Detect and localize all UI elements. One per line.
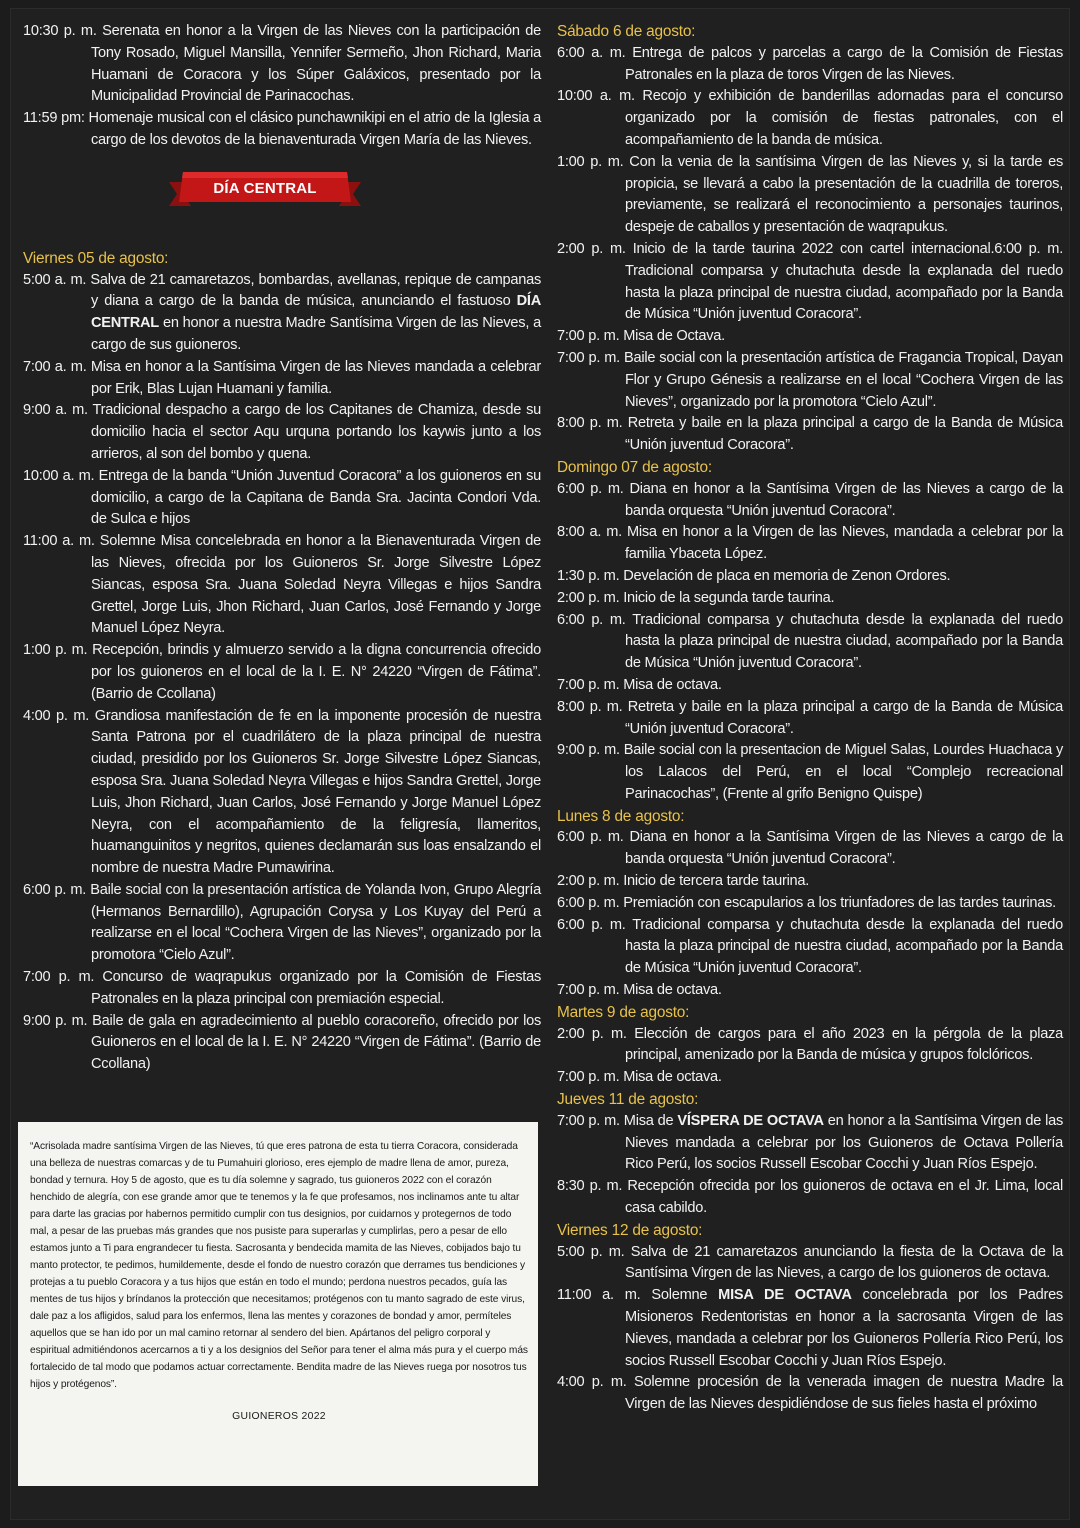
entry-time: 9:00 p. m. <box>557 742 620 759</box>
entry-time: 1:00 p. m. <box>23 642 88 659</box>
schedule-entry <box>23 270 541 357</box>
entry-text: Misa en honor a la Virgen de las Nieves, mandada a celebrar por la familia Ybaceta López. <box>625 524 1063 563</box>
right-column <box>557 21 1063 1416</box>
entry-time: 10:30 p. m. <box>23 23 97 39</box>
entry-text: Inicio de tercera tarde taurina. <box>623 873 810 890</box>
entry-text: Con la venia de la santísima Virgen de las Nieves y, si la tarde es propicia, se llevará a cabo la presentación de la cuadrilla de toreros, previamente, se realizará el reconocimiento a personajes taurinos, despeje de caballos y presentación de waqrapukus. <box>625 153 1063 236</box>
entry-text: Homenaje musical con el clásico punchawnikipi en el atrio de la Iglesia a cargo de los devotos de la bienaventurada Virgen María de las Nieves. <box>88 110 541 148</box>
prayer-text: “Acrisolada madre santísima Virgen de las Nieves, tú que eres patrona de esta tu tierra Coracora, considerada una belleza de nuestras comarcas y de tu Pumahuiri glorioso, eres ejemplo de madre llena de amor, pureza, bondad y ternura. Hoy 5 de agosto, que es tu día solemne y sagrado, tus guioneros 2022 con el corazón henchido de alegría, con ese grande amor que te tenemos y la fe que profesamos, nos inclinamos ante tu altar para darte las gracias por habernos permitido cumplir con tus designios, por cuidarnos y protegernos de todo mal, a pesar de las pruebas más grandes que nos pusiste para superarlas y cumplirlas, pero a pesar de ello estamos junto a Ti para engrandecer tu fiesta. Sacrosanta y bendecida mamita de las Nieves, cobijados bajo tu manto protector, te pedimos, humildemente, desde el fondo de nuestro corazón que derrames tus bendiciones y protejas a tu pueblo Coracora y a tus hijos que están en todo el mundo; perdona nuestros pecados, guía las mentes de tus hijos y bríndanos la protección que necesitamos; protégenos con tu manto sagrado de este virus, dale paz a los afligidos, salud para los enfermos, llena las mentes y corazones de bondad y amor, permíteles aquellos que se han ido por un mal camino retornar al sendero del bien. Apártanos del peligro corporal y espiritual admitiéndonos acercarnos a ti y a los designios del Señor para tener el alma más pura y el cuerpo más fortalecido de tal modo que podamos actuar correctamente. Bendita madre de las Nieves ruega por nosotros tus hijos y protégenos”. <box>30 1141 528 1390</box>
entry-time: 6:00 p. m. <box>557 916 626 933</box>
entry-text: Retreta y baile en la plaza principal a cargo de la Banda de Música “Unión juventud Coracora”. <box>625 698 1063 737</box>
schedule-entry <box>557 1111 1063 1176</box>
entry-time: 8:30 p. m. <box>557 1178 623 1195</box>
entry-highlight: VÍSPERA DE OCTAVA <box>677 1112 824 1129</box>
schedule-entry <box>557 413 1063 457</box>
entry-text: Misa en honor a la Santísima Virgen de las Nieves mandada a celebrar por Erik, Blas Lujan Huamani y familia. <box>90 358 541 397</box>
entry-text: Misa de octava. <box>623 676 722 693</box>
entry-time: 2:00 p. m. <box>557 589 620 606</box>
entry-time: 11:00 a. m. <box>23 533 95 550</box>
left-column <box>23 21 541 1076</box>
entry-text: Baile social con la presentacion de Miguel Salas, Lourdes Huachaca y los Lalacos del Perú, en el local “Complejo recreacional Parinacochas”, (Frente al grifo Benigno Quispe) <box>623 742 1063 802</box>
banner-label: DÍA CENTRAL <box>213 179 317 197</box>
right-day-list <box>557 21 1063 1416</box>
entry-text: Tradicional comparsa y chutachuta desde la explanada del ruedo hasta la plaza principal de nuestra ciudad, acompañado por la Banda de Música “Unión juventud Coracora”. <box>625 916 1063 977</box>
schedule-entry <box>557 675 1063 697</box>
entry-time: 7:00 p. m. <box>557 349 620 366</box>
schedule-entry <box>557 152 1063 239</box>
prayer-signature: GUIONEROS 2022 <box>232 1411 326 1422</box>
schedule-entry <box>557 522 1063 566</box>
entry-time: 1:00 p. m. <box>557 153 624 170</box>
entry-time: 8:00 p. m. <box>557 698 623 715</box>
entry-time: 11:59 pm: <box>23 110 85 127</box>
entry-text: Misa de <box>623 1112 678 1129</box>
entry-time: 7:00 p. m. <box>557 982 620 999</box>
entry-text: Serenata en honor a la Virgen de las Nieves con la participación de Tony Rosado, Miguel Mansilla, Yennifer Sermeño, Jhon Richard, Maria Huamani de Coracora y los Súper Galáxicos, presentado por la Municipalidad Provincial de Parinacochas. <box>91 23 542 105</box>
schedule-entry <box>23 531 541 640</box>
entry-text: Entrega de palcos y parcelas a cargo de la Comisión de Fiestas Patronales en la plaza de toros Virgen de las Nieves. <box>625 44 1063 83</box>
entry-time: 5:00 a. m. <box>23 271 87 288</box>
entry-time: 8:00 a. m. <box>557 524 622 541</box>
schedule-entry <box>557 1242 1063 1286</box>
friday-entries <box>23 270 541 1076</box>
entry-time: 7:00 p. m. <box>557 1112 620 1129</box>
schedule-entry <box>557 479 1063 523</box>
entry-time: 10:00 a. m. <box>557 88 635 105</box>
entry-text: Entrega de la banda “Unión Juventud Coracora” a los guioneros en su domicilio, a cargo de la Capitana de Banda Sra. Jacinta Condori Vda. de Sulca e hijos <box>91 467 542 528</box>
entry-time: 6:00 p. m. <box>557 480 624 497</box>
entry-time: 5:00 p. m. <box>557 1243 625 1260</box>
schedule-entry <box>557 827 1063 871</box>
schedule-entry <box>557 1067 1063 1089</box>
entry-time: 1:30 p. m. <box>557 567 620 584</box>
entry-text: Baile social con la presentación artística de Yolanda Ivon, Grupo Alegría (Hermanos Bernardillo), Agrupación Corysa y Los Kuyay del Perú a realizarse en el local “Cochera Virgen de las Nieves”, organizado por la promotora “Cielo Azul”. <box>90 881 541 964</box>
entry-highlight: DÍA CENTRAL <box>91 293 541 332</box>
entry-time: 9:00 p. m. <box>23 1012 88 1029</box>
prayer-box <box>18 1122 538 1486</box>
entry-highlight: MISA DE OCTAVA <box>718 1287 852 1304</box>
schedule-entry <box>557 740 1063 805</box>
schedule-entry <box>557 893 1063 915</box>
dia-central-banner <box>23 168 541 226</box>
entry-text: Tradicional comparsa y chutachuta desde la explanada del ruedo hasta la plaza principal de nuestra ciudad, acompañado por la Banda de Música “Unión juventud Coracora”. <box>625 611 1063 672</box>
schedule-entry <box>23 21 541 108</box>
schedule-entry <box>557 1176 1063 1220</box>
entry-text: Inicio de la segunda tarde taurina. <box>623 589 835 606</box>
day-heading: Viernes 12 de agosto: <box>557 1221 703 1239</box>
entry-text: Salva de 21 camaretazos anunciando la fiesta de la Octava de la Santísima Virgen de las Nieves, a cargo de los guioneros de octava. <box>625 1243 1063 1282</box>
schedule-entry <box>557 566 1063 588</box>
entry-time: 9:00 a. m. <box>23 402 88 419</box>
schedule-entry <box>23 880 541 967</box>
entry-text: Solemne procesión de la venerada imagen de nuestra Madre la Virgen de las Nieves despidiéndose de sus fieles hasta el próximo <box>625 1374 1063 1413</box>
schedule-entry <box>23 640 541 705</box>
entry-time: 2:00 p. m. <box>557 873 620 890</box>
schedule-entry <box>23 400 541 465</box>
day-heading: Jueves 11 de agosto: <box>557 1091 699 1109</box>
schedule-entry <box>23 108 541 152</box>
entry-text: Recepción ofrecida por los guioneros de octava en el Jr. Lima, local casa cabildo. <box>625 1178 1063 1217</box>
entry-time: 6:00 a. m. <box>557 44 626 61</box>
schedule-entry <box>557 1372 1063 1416</box>
entry-text: Misa de Octava. <box>623 328 725 345</box>
entry-text: Solemne Misa concelebrada en honor a la Bienaventurada Virgen de las Nieves, ofrecida por los Guioneros Sr. Jorge Silvestre López Siancas, esposa Sra. Juana Soledad Neyra Villegas e hijos Sandra Grettel, Jorge Luis, Jhon Richard, Juan Carlos, José Fernando y Jorge Manuel López Neyra. <box>91 533 541 637</box>
schedule-entry <box>557 588 1063 610</box>
entry-text-continued: en honor a nuestra Madre Santísima Virgen de las Nieves, a cargo de sus guioneros. <box>91 315 541 353</box>
entry-text: Salva de 21 camaretazos, bombardas, avellanas, repique de campanas y diana a cargo de la banda de música, anunciando el fastuoso <box>90 271 541 310</box>
entry-text: Develación de placa en memoria de Zenon Ordores. <box>623 567 951 584</box>
schedule-entry <box>557 697 1063 741</box>
entry-text: Concurso de waqrapukus organizado por la Comisión de Fiestas Patronales en la plaza principal con premiación especial. <box>91 969 541 1007</box>
entry-text: Solemne <box>651 1287 719 1304</box>
schedule-entry <box>557 980 1063 1002</box>
entry-text: Diana en honor a la Santísima Virgen de las Nieves a cargo de la banda orquesta “Unión juventud Coracora”. <box>625 480 1063 519</box>
day-heading: Martes 9 de agosto: <box>557 1003 690 1021</box>
entry-time: 2:00 p. m. <box>557 1025 627 1042</box>
entry-text: Misa de octava. <box>623 982 722 999</box>
day-heading: Viernes 05 de agosto: <box>23 249 169 267</box>
entry-time: 4:00 p. m. <box>23 707 90 724</box>
entry-time: 11:00 a. m. <box>557 1287 641 1304</box>
schedule-entry <box>23 466 541 531</box>
entry-text: Retreta y baile en la plaza principal a cargo de la Banda de Música “Unión juventud Coracora”. <box>625 415 1063 454</box>
entry-time: 8:00 p. m. <box>557 415 623 432</box>
entry-time: 6:00 p. m. <box>557 611 626 628</box>
entry-text: Misa de octava. <box>623 1069 722 1086</box>
schedule-entry <box>23 706 541 880</box>
entry-text: Recojo y exhibición de banderillas adornadas para el concurso organizado por la comisión de fiestas patronales, con el acompañamiento de la banda de música. <box>625 88 1064 148</box>
schedule-entry <box>557 610 1063 675</box>
schedule-entry <box>557 871 1063 893</box>
entry-text: Inicio de la tarde taurina 2022 con cartel internacional.6:00 p. m. Tradicional comparsa y chutachuta desde la explanada del ruedo hasta la plaza principal de nuestra ciudad, acompañado por la Banda de Música “Unión juventud Coracora”. <box>625 240 1063 323</box>
entry-time: 7:00 p. m. <box>23 969 95 986</box>
schedule-entry <box>23 967 541 1011</box>
entry-text: Baile de gala en agradecimiento al pueblo coracoreño, ofrecido por los Guioneros en el local de la I. E. N° 24220 “Virgen de Fátima”. (Barrio de Ccollana) <box>91 1012 541 1073</box>
entry-time: 6:00 p. m. <box>557 894 620 911</box>
schedule-entry <box>23 1011 541 1076</box>
entry-text: Tradicional despacho a cargo de los Capitanes de Chamiza, desde su domicilio hacia el sector Aqu urquna portando los kaywis junto a los arrieros, al son del bombo y quena. <box>91 402 541 462</box>
day-heading: Lunes 8 de agosto: <box>557 807 685 825</box>
entry-time: 6:00 p. m. <box>557 829 624 846</box>
entry-text-continued: en honor a la Santísima Virgen de las Nieves mandada a celebrar por los Guioneros de Octava Pollería Rico Perú, los socios Russell Escobar Cocchi y Juan Ríos Espejo. <box>625 1112 1063 1173</box>
entry-text: Recepción, brindis y almuerzo servido a la digna concurrencia ofrecido por los guioneros en el local de la I. E. N° 24220 “Virgen de Fátima”. (Barrio de Ccollana) <box>91 642 541 702</box>
entry-time: 7:00 p. m. <box>557 1069 620 1086</box>
entry-text: Diana en honor a la Santísima Virgen de las Nieves a cargo de la banda orquesta “Unión juventud Coracora”. <box>625 829 1063 868</box>
day-heading: Sábado 6 de agosto: <box>557 23 696 40</box>
entry-time: 10:00 a. m. <box>23 467 95 484</box>
entry-time: 4:00 p. m. <box>557 1374 627 1391</box>
entry-text: Grandiosa manifestación de fe en la imponente procesión de nuestra Santa Patrona por el cuadrilátero de la plaza principal de nuestra ciudad, presidido por los Guioneros Sr. Jorge Silvestre López Siancas, esposa Sra. Juana Soledad Neyra Villegas e hijos Sandra Grettel, Jorge Luis, Jhon Richard, Juan Carlos, José Fernando y Jorge Manuel López Neyra, con el acompañamiento de la feligresía, llameritos, huamanguinitos y negritos, quienes declamarán sus loas ensalzando el nombre de nuestra Madre Pumawirina. <box>91 707 541 877</box>
schedule-entry <box>557 326 1063 348</box>
entry-time: 7:00 p. m. <box>557 328 620 345</box>
schedule-entry <box>23 357 541 401</box>
schedule-entry <box>557 43 1063 87</box>
schedule-entry <box>557 239 1063 326</box>
schedule-entry <box>557 1024 1063 1068</box>
schedule-entry <box>557 348 1063 413</box>
entry-time: 2:00 p. m. <box>557 240 626 257</box>
schedule-entry <box>557 1285 1063 1372</box>
entry-text-continued: concelebrada por los Padres Misioneros Redentoristas en honor a la sacrosanta Virgen de las Nieves, mandada a celebrar por los Guioneros Pollería Rico Perú, los socios Russell Escobar Cocchi y Juan Ríos Espejo. <box>625 1287 1063 1369</box>
intro-entries <box>23 21 541 152</box>
entry-text: Baile social con la presentación artística de Fragancia Tropical, Dayan Flor y Grupo Génesis a realizarse en el local “Cochera Virgen de las Nieves”, organizado por la promotora “Cielo Azul”. <box>624 349 1063 410</box>
entry-time: 7:00 a. m. <box>23 358 87 375</box>
entry-text: Premiación con escapularios a los triunfadores de las tardes taurinas. <box>623 894 1056 911</box>
day-heading: Domingo 07 de agosto: <box>557 458 712 476</box>
schedule-entry <box>557 915 1063 980</box>
entry-time: 6:00 p. m. <box>23 881 87 898</box>
schedule-entry <box>557 86 1063 151</box>
entry-text: Elección de cargos para el año 2023 en la pérgola de la plaza principal, amenizado por la Banda de música y grupos folclóricos. <box>625 1025 1063 1064</box>
entry-time: 7:00 p. m. <box>557 676 620 693</box>
